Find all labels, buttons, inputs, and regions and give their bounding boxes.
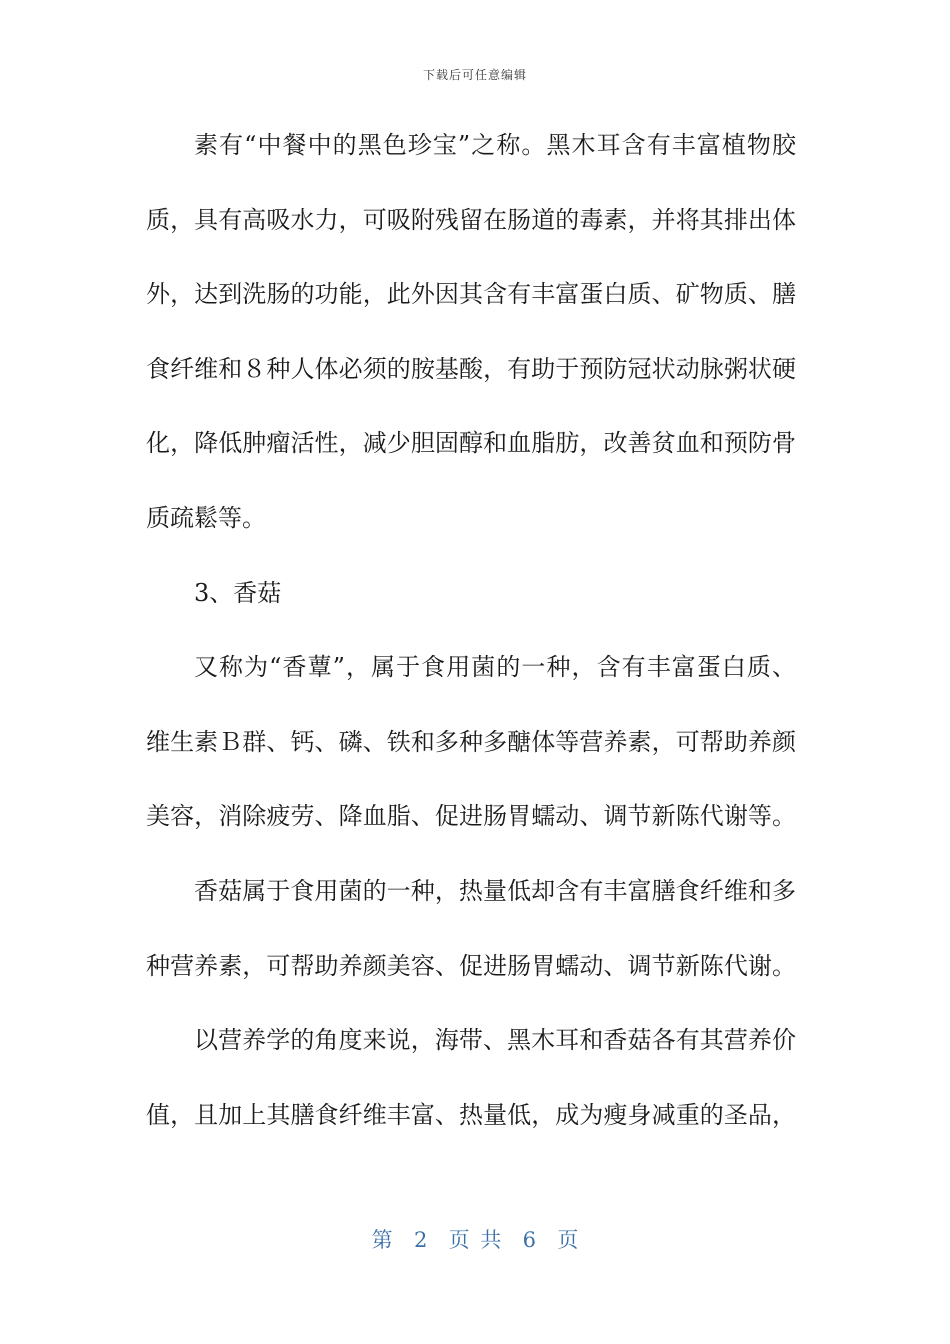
- paragraph-line: 化，降低肿瘤活性，减少胆固醇和血脂肪，改善贫血和预防骨: [146, 429, 796, 458]
- paragraph-line: 值，且加上其膳食纤维丰富、热量低，成为瘦身减重的圣品，: [146, 1100, 796, 1129]
- paragraph-line: 以营养学的角度来说，海带、黑木耳和香菇各有其营养价: [194, 1026, 796, 1055]
- paragraph-line: 美容，消除疲劳、降血脂、促进肠胃蠕动、调节新陈代谢等。: [146, 802, 796, 831]
- paragraph-line: 香菇属于食用菌的一种，热量低却含有丰富膳食纤维和多: [194, 876, 796, 905]
- paragraph-line: 又称为“香蕈”，属于食用菌的一种，含有丰富蛋白质、: [194, 653, 796, 682]
- paragraph-line: 质疏鬆等。: [146, 503, 266, 532]
- section-heading: 3、香菇: [194, 578, 282, 607]
- paragraph-line: 素有“中餐中的黑色珍宝”之称。黑木耳含有丰富植物胶: [194, 131, 796, 159]
- paragraph-line: 维生素Ｂ群、钙、磷、铁和多种多醣体等营养素，可帮助养颜: [146, 727, 796, 756]
- paragraph-line: 外，达到洗肠的功能，此外因其含有丰富蛋白质、矿物质、膳: [146, 280, 796, 309]
- paragraph-line: 种营养素，可帮助养颜美容、促进肠胃蠕动、调节新陈代谢。: [146, 951, 796, 980]
- page-header: 下载后可任意编辑: [422, 68, 527, 82]
- page-footer: 第 2 页 共 6 页: [371, 1228, 579, 1252]
- document-body: [146, 120, 796, 1164]
- paragraph-line: 质，具有高吸水力，可吸附残留在肠道的毒素，并将其排出体: [146, 205, 796, 234]
- paragraph-line: 食纤维和８种人体必须的胺基酸，有助于预防冠状动脉粥状硬: [146, 354, 796, 383]
